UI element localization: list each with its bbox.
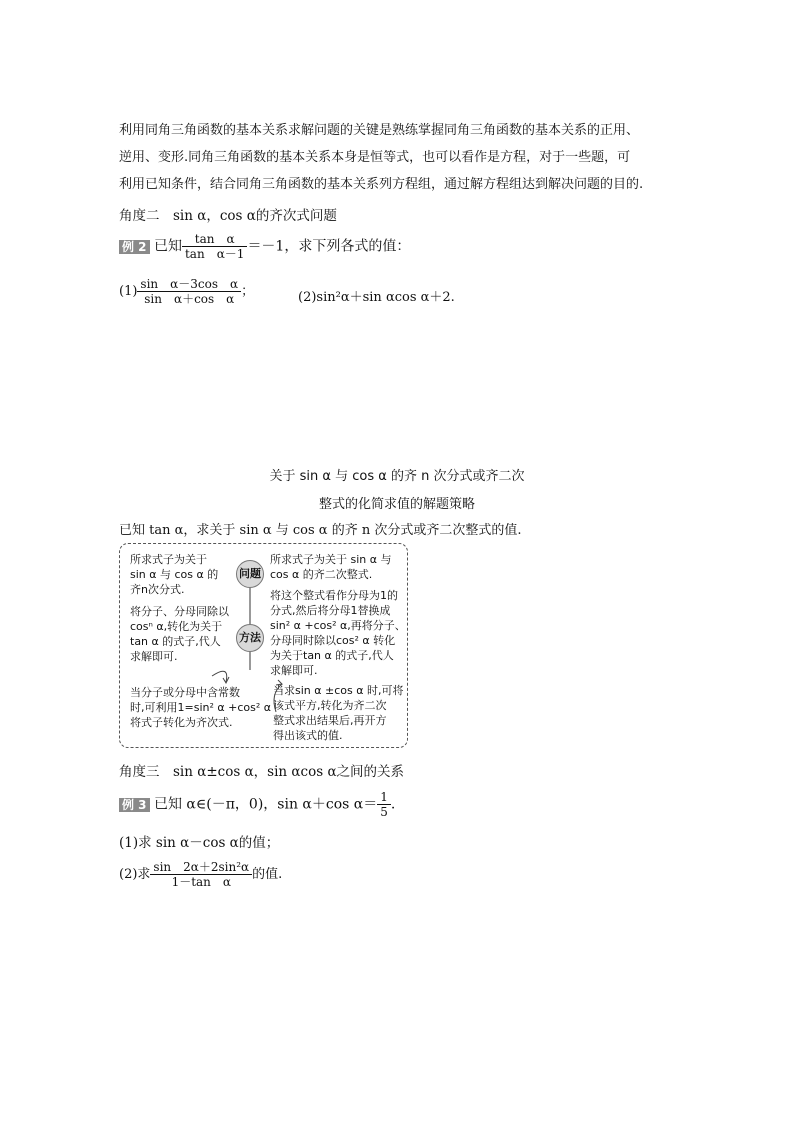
q1-frac-num: sin α－3cos α (137, 277, 241, 292)
right-method-text: 将这个整式看作分母为1的 分式,然后将分母1替换成 sin² α +cos² α,再将分子、 分母同时除以cos² α 转化 为关于tan α 的式子,代人 求解即可. (270, 589, 406, 677)
q1-fraction (137, 277, 241, 306)
intro-line-2: 逆用、变形.同角三角函数的基本关系本身是恒等式，也可以看作是方程，对于一些题，可 (119, 150, 631, 165)
curved-arrows (120, 544, 409, 749)
intro-line-3: 利用已知条件，结合同角三角函数的基本关系列方程组，通过解方程组达到解决问题的目的. (119, 177, 644, 192)
right-curve-arrow (274, 684, 282, 712)
q2-frac-den: 1－tan α (171, 875, 232, 889)
q2-suffix: 的值. (252, 867, 283, 882)
right-bottom-text: 当求sin α ±cos α 时,可将 该式平方,转化为齐二次 整式求出结果后,再开方 得出该式的值. (273, 684, 404, 742)
example3-question-1: (1)求 sin α－cos α的值； (119, 835, 280, 851)
example2-frac-den: tan α－1 (184, 247, 245, 261)
example3-frac-num: 1 (377, 790, 391, 805)
left-bottom-text: 当分子或分母中含常数 时,可利用1=sin² α +cos² α 将式子转化为齐次式. (130, 686, 272, 729)
q2-prefix: (2)求 (119, 867, 151, 882)
example2-question-1 (119, 277, 254, 306)
example3-question-2 (119, 860, 282, 889)
method-badge: 方法 (236, 624, 264, 652)
q2-fraction (150, 860, 252, 889)
example3-badge: 例 3 (119, 798, 150, 812)
strategy-title-line-2: 整式的化简求值的解题策略 (318, 497, 475, 512)
example3-suffix: . (390, 796, 396, 813)
example2-prefix: 已知 (153, 238, 182, 255)
example2-statement (119, 232, 410, 261)
q2-frac-num: sin 2α＋2sin²α (150, 860, 252, 875)
q1-frac-den: sin α＋cos α (144, 292, 235, 306)
strategy-title-line-1: 关于 sin α 与 cos α 的齐 n 次分式或齐二次 (269, 469, 525, 484)
right-arrowhead (276, 680, 282, 685)
strategy-diagram (119, 543, 408, 748)
left-question-text: 所求式子为关于 sin α 与 cos α 的 齐n次分式. (130, 553, 219, 596)
right-question-text: 所求式子为关于 sin α 与 cos α 的齐二次整式. (270, 553, 392, 581)
example2-question-2: (2)sin²α＋sin αcos α＋2. (298, 290, 455, 305)
example2-frac-num: tan α (182, 232, 247, 247)
q1-prefix: (1) (119, 284, 138, 299)
angle3-heading: 角度三 sin α±cos α，sin αcos α之间的关系 (119, 764, 405, 780)
q1-suffix: ； (241, 284, 255, 299)
example2-badge: 例 2 (119, 240, 150, 254)
example2-suffix: ＝－1，求下列各式的值： (247, 238, 411, 255)
example3-prefix: 已知 α∈(－π，0)，sin α＋cos α＝ (153, 796, 378, 813)
intro-line-1: 利用同角三角函数的基本关系求解问题的关键是熟练掌握同角三角函数的基本关系的正用、 (119, 123, 640, 138)
strategy-intro: 已知 tan α，求关于 sin α 与 cos α 的齐 n 次分式或齐二次整式的值. (119, 523, 522, 538)
example3-frac-den: 5 (380, 805, 388, 819)
question-badge: 问题 (236, 560, 264, 588)
example3-fraction (377, 790, 391, 819)
left-method-text: 将分子、分母同除以 cosⁿ α,转化为关于 tan α 的式子,代人 求解即可. (130, 605, 229, 663)
example3-statement (119, 790, 395, 819)
angle2-heading: 角度二 sin α，cos α的齐次式问题 (119, 208, 337, 224)
example2-fraction (182, 232, 247, 261)
